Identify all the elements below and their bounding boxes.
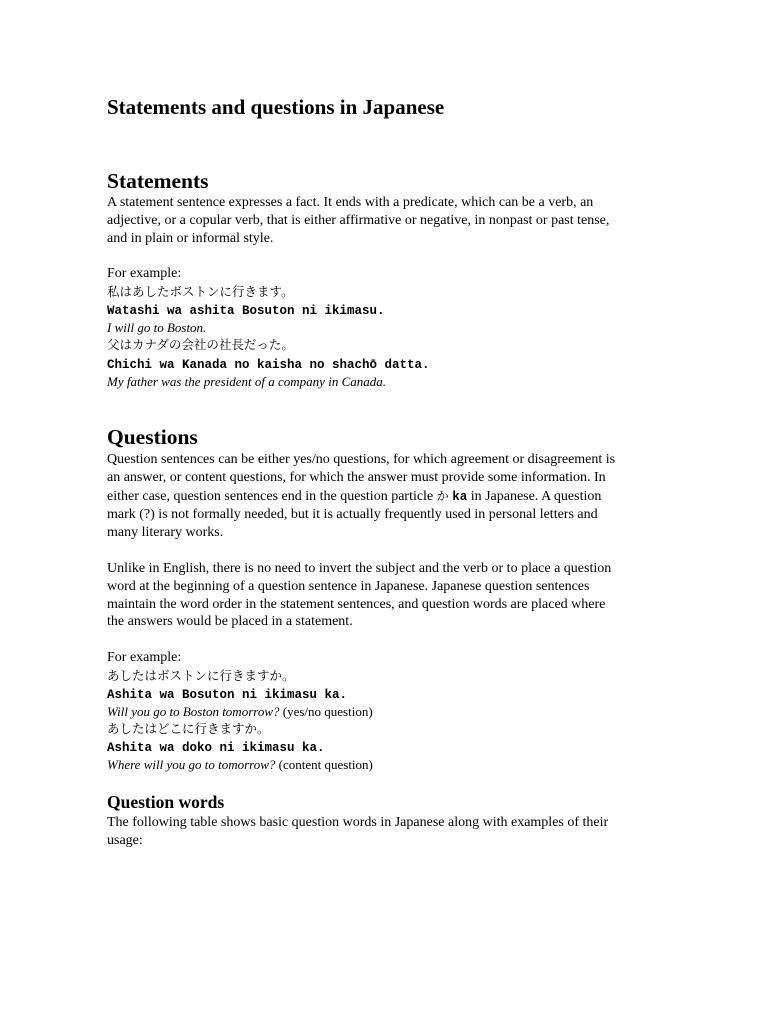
- particle-ka-romaji: ka: [452, 490, 468, 504]
- question-words-para-line: The following table shows basic question words in Japanese along with examples of their: [107, 815, 609, 830]
- statements-para-line: A statement sentence expresses a fact. It ends with a predicate, which can be a verb, an: [107, 195, 594, 210]
- for-example-label: For example:: [107, 266, 182, 281]
- example-romaji: Chichi wa Kanada no kaisha no shachō datta.: [107, 358, 430, 372]
- example-note: (yes/no question): [279, 704, 373, 719]
- questions-para2-line: word at the beginning of a question sentence in Japanese. Japanese question sentences: [107, 579, 590, 594]
- statements-heading: Statements: [107, 169, 209, 193]
- questions-para2-line: Unlike in English, there is no need to invert the subject and the verb or to place a question: [107, 561, 612, 576]
- example-translation: My father was the president of a company in Canada.: [107, 374, 386, 389]
- example-japanese: あしたはどこに行きますか。: [107, 721, 270, 736]
- statements-para-line: adjective, or a copular verb, that is either affirmative or negative, in nonpast or past tense,: [107, 213, 610, 228]
- questions-para-line: Question sentences can be either yes/no questions, for which agreement or disagreement is: [107, 452, 616, 467]
- questions-para-line: an answer, or content questions, for which the answer must provide some information. In: [107, 470, 606, 485]
- questions-para-text: either case, question sentences end in the question particle: [107, 489, 437, 504]
- example-romaji: Watashi wa ashita Bosuton ni ikimasu.: [107, 304, 385, 318]
- page-title: Statements and questions in Japanese: [107, 95, 445, 119]
- particle-ka-japanese: か: [436, 489, 449, 503]
- example-note: (content question): [275, 757, 373, 772]
- questions-para2-line: the answers would be placed in a statement.: [107, 614, 353, 629]
- example-japanese: 父はカナダの会社の社長だった。: [107, 337, 294, 352]
- example-romaji: Ashita wa doko ni ikimasu ka.: [107, 741, 325, 755]
- questions-para-line: [107, 487, 601, 506]
- example-romaji: Ashita wa Bosuton ni ikimasu ka.: [107, 688, 348, 702]
- questions-para-line: mark (?) is not formally needed, but it is actually frequently used in personal letters and: [107, 507, 598, 522]
- example-japanese: あしたはボストンに行きますか。: [107, 668, 295, 683]
- questions-para2-line: maintain the word order in the statement sentences, and question words are placed where: [107, 597, 606, 612]
- example-japanese: 私はあしたボストンに行きます。: [107, 284, 294, 299]
- statements-para-line: and in plain or informal style.: [107, 231, 274, 246]
- for-example-label: For example:: [107, 650, 182, 665]
- example-translation: [107, 703, 373, 721]
- example-translation: [107, 756, 373, 774]
- example-translation-text: Where will you go to tomorrow?: [107, 757, 276, 772]
- example-translation: I will go to Boston.: [107, 320, 207, 335]
- questions-heading: Questions: [107, 425, 198, 449]
- example-translation-text: Will you go to Boston tomorrow?: [107, 704, 280, 719]
- questions-para-text: in Japanese. A question: [467, 489, 602, 504]
- questions-para-line: many literary works.: [107, 525, 224, 540]
- question-words-heading: Question words: [107, 792, 225, 812]
- question-words-para-line: usage:: [107, 833, 143, 848]
